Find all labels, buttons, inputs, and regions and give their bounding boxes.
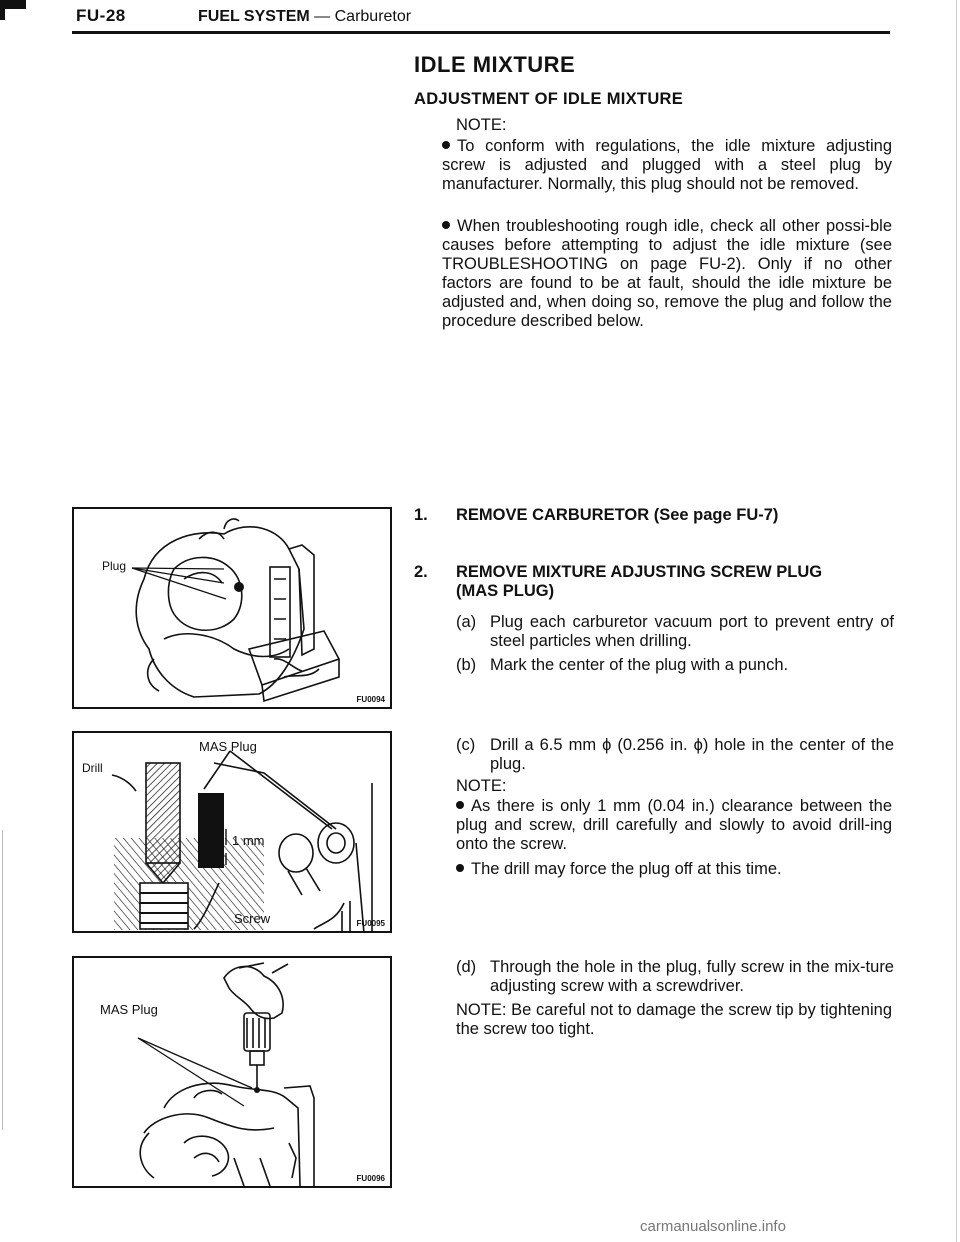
page-number: FU-28 — [76, 6, 126, 25]
step-number: 2. — [414, 563, 428, 581]
corner-crop-mark-stem — [0, 0, 5, 20]
substep-text: Drill a 6.5 mm ϕ (0.256 in. ϕ) hole in the center of the plug. — [490, 736, 894, 773]
bullet-dot-icon — [442, 221, 450, 229]
substep-label: (c) — [456, 736, 476, 754]
carburetor-illustration — [74, 509, 390, 707]
figure-drill-diagram — [72, 731, 392, 933]
substep-d — [456, 958, 894, 996]
drill-cross-section-illustration — [74, 733, 390, 931]
bullet-dot-icon — [456, 801, 464, 809]
figure-label-drill: Drill — [82, 761, 103, 775]
figure-code: FU0094 — [356, 695, 385, 704]
bullet-dot-icon — [442, 141, 450, 149]
page-edge-rule — [956, 0, 957, 1242]
substep-a — [456, 613, 894, 651]
figure-screwdriver — [72, 956, 392, 1188]
substep-label: (a) — [456, 613, 477, 631]
substep-text: Plug each carburetor vacuum port to prevent entry of steel particles when drilling. — [490, 613, 894, 650]
step-1 — [414, 506, 894, 525]
figure-carburetor-plug — [72, 507, 392, 709]
bullet-dot-icon — [456, 864, 464, 872]
left-margin-line — [2, 830, 3, 1130]
figure-label-mas-plug: MAS Plug — [199, 739, 257, 754]
plug-marker-icon — [234, 582, 244, 592]
substep-label: (d) — [456, 958, 477, 976]
step-number: 1. — [414, 506, 428, 524]
note-text: NOTE: Be careful not to damage the screw tip by tightening the screw too tight. — [456, 1001, 892, 1038]
substep-text: Through the hole in the plug, fully screw in the mix-ture adjusting screw with a screwdriver. — [490, 958, 894, 995]
note-bullet-text: To conform with regulations, the idle mixture adjusting screw is adjusted and plugged with a steel plug by manufacturer. Normally, this plug should not be removed. — [442, 137, 892, 193]
note-label: NOTE: — [456, 116, 507, 134]
step-2 — [414, 563, 894, 582]
figure-label-plug: Plug — [102, 559, 127, 573]
substep-c — [456, 736, 894, 774]
note-bullet-text: When troubleshooting rough idle, check all other possi-ble causes before attempting to adjust the idle mixture (see TROUBLESHOOTING on page FU-2). Only if no other factors are found to be at fault, should the idle mixture be adjusted and, when doing so, remove the plug and follow the procedure described below. — [442, 217, 892, 330]
substep-label: (b) — [456, 656, 477, 674]
watermark: carmanualsonline.info — [640, 1218, 786, 1235]
note-bullet — [456, 797, 892, 854]
substep-text: Mark the center of the plug with a punch. — [490, 656, 789, 674]
screw-tip-marker-icon — [254, 1087, 260, 1093]
note-label: NOTE: — [456, 777, 507, 795]
page-title: IDLE MIXTURE — [414, 52, 576, 77]
step-text: REMOVE MIXTURE ADJUSTING SCREW PLUG — [456, 563, 823, 581]
section-title — [198, 8, 411, 26]
figure-label-gap: 1 mm — [232, 833, 265, 848]
figure-code: FU0095 — [356, 919, 385, 928]
header-rule — [72, 31, 890, 34]
screwdriver-illustration — [74, 958, 390, 1186]
step-2-continued: (MAS PLUG) — [456, 582, 555, 600]
figure-label-screw: Screw — [234, 911, 271, 926]
section-title-rest: — Carburetor — [309, 8, 412, 25]
figure-label-mas-plug: MAS Plug — [100, 1002, 158, 1017]
note-bullet — [456, 860, 892, 879]
figure-code: FU0096 — [356, 1174, 385, 1183]
note-bullet-text: The drill may force the plug off at this time. — [471, 860, 782, 878]
substep-b — [456, 656, 894, 675]
step-text: REMOVE CARBURETOR (See page FU-7) — [456, 506, 779, 524]
note-bullet — [442, 137, 892, 194]
section-title-bold: FUEL SYSTEM — [198, 8, 310, 25]
note-bullet-text: As there is only 1 mm (0.04 in.) clearance between the plug and screw, drill carefully and slowly to avoid drill-ing onto the screw. — [456, 797, 892, 853]
note-bullet — [442, 217, 892, 331]
section-heading: ADJUSTMENT OF IDLE MIXTURE — [414, 90, 684, 108]
